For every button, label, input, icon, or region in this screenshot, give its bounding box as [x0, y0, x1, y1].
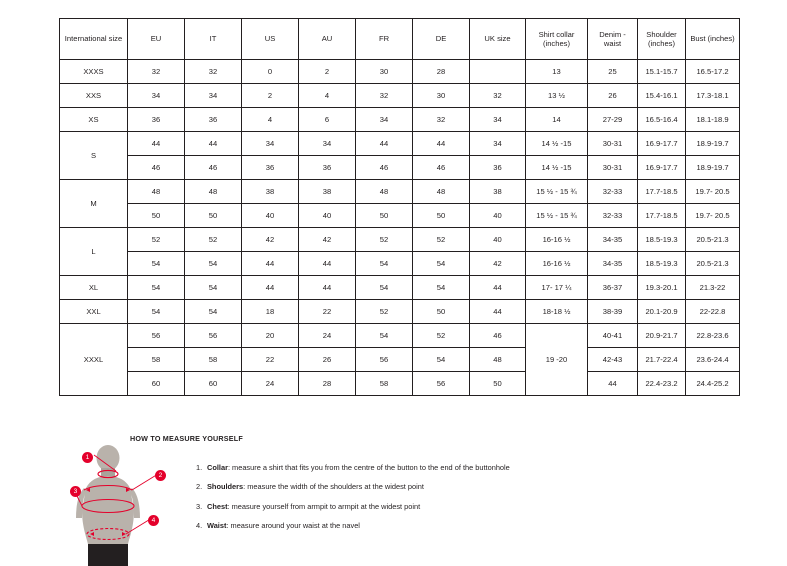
cell-de: 50: [413, 300, 470, 324]
list-item: [196, 482, 637, 492]
cell-shoulder: 21.7-22.4: [638, 348, 686, 372]
cell-us: 2: [242, 84, 299, 108]
cell-de: 52: [413, 324, 470, 348]
table-row: [60, 324, 740, 348]
cell-fr: 30: [356, 60, 413, 84]
cell-de: 54: [413, 348, 470, 372]
cell-bust: 24.4-25.2: [686, 372, 740, 396]
cell-shoulder: 18.5-19.3: [638, 228, 686, 252]
cell-us: 22: [242, 348, 299, 372]
list-item: [196, 501, 637, 512]
cell-denim: 26: [588, 84, 638, 108]
body-measurement-figure: [60, 444, 170, 566]
cell-us: 0: [242, 60, 299, 84]
cell-eu: 32: [128, 60, 185, 84]
cell-us: 44: [242, 252, 299, 276]
cell-us: 42: [242, 228, 299, 252]
cell-shoulder: 20.1-20.9: [638, 300, 686, 324]
cell-bust: 19.7- 20.5: [686, 204, 740, 228]
cell-us: 18: [242, 300, 299, 324]
cell-us: 44: [242, 276, 299, 300]
table-row: [60, 60, 740, 84]
cell-bust: 23.6-24.4: [686, 348, 740, 372]
cell-eu: 44: [128, 132, 185, 156]
cell-fr: 58: [356, 372, 413, 396]
cell-fr: 52: [356, 228, 413, 252]
cell-collar: 14: [526, 108, 588, 132]
column-header-eu: EU: [128, 19, 185, 60]
cell-us: 34: [242, 132, 299, 156]
cell-denim: 27-29: [588, 108, 638, 132]
table-row: [60, 204, 740, 228]
cell-it: 32: [185, 60, 242, 84]
cell-denim: 44: [588, 372, 638, 396]
cell-uk: 36: [470, 156, 526, 180]
cell-denim: 30-31: [588, 156, 638, 180]
cell-uk: 48: [470, 348, 526, 372]
column-header-fr: FR: [356, 19, 413, 60]
cell-collar: 15 ½ - 15 ¾: [526, 204, 588, 228]
cell-shoulder: 18.5-19.3: [638, 252, 686, 276]
cell-de: 46: [413, 156, 470, 180]
column-header-bust: Bust (inches): [686, 19, 740, 60]
cell-de: 28: [413, 60, 470, 84]
cell-au: 44: [299, 252, 356, 276]
cell-bust: 18.9-19.7: [686, 132, 740, 156]
column-header-de: DE: [413, 19, 470, 60]
cell-collar: 13 ½: [526, 84, 588, 108]
table-row: [60, 108, 740, 132]
cell-eu: 54: [128, 300, 185, 324]
cell-fr: 52: [356, 300, 413, 324]
cell-it: 56: [185, 324, 242, 348]
list-item: [196, 463, 637, 473]
cell-au: 2: [299, 60, 356, 84]
cell-shoulder: 16.5-16.4: [638, 108, 686, 132]
cell-bust: 20.5-21.3: [686, 252, 740, 276]
table-row: [60, 228, 740, 252]
cell-de: 50: [413, 204, 470, 228]
cell-shoulder: 16.9-17.7: [638, 132, 686, 156]
cell-collar: 18-18 ½: [526, 300, 588, 324]
cell-us: 4: [242, 108, 299, 132]
measure-instructions-list: [167, 463, 637, 541]
list-item-text: : measure a shirt that fits you from the centre of the button to the end of the buttonhole: [227, 463, 510, 472]
cell-au: 38: [299, 180, 356, 204]
cell-size: XXXL: [60, 324, 128, 396]
table-row: [60, 276, 740, 300]
table-row: [60, 348, 740, 372]
cell-bust: 18.9-19.7: [686, 156, 740, 180]
column-header-denim-waist: Denim - waist: [588, 19, 638, 60]
cell-eu: 56: [128, 324, 185, 348]
list-item-text: : measure yourself from armpit to armpit at the widest point: [227, 501, 421, 511]
cell-au: 26: [299, 348, 356, 372]
cell-fr: 54: [356, 252, 413, 276]
cell-us: 24: [242, 372, 299, 396]
cell-collar: 14 ½ -15: [526, 156, 588, 180]
list-item-label: Shoulders: [207, 482, 244, 492]
list-item-label: Chest: [207, 501, 228, 511]
cell-it: 60: [185, 372, 242, 396]
cell-it: 44: [185, 132, 242, 156]
cell-size: XL: [60, 276, 128, 300]
cell-us: 40: [242, 204, 299, 228]
cell-it: 52: [185, 228, 242, 252]
cell-collar: 19 -20: [526, 324, 588, 396]
table-row: [60, 156, 740, 180]
cell-shoulder: 15.4-16.1: [638, 84, 686, 108]
cell-fr: 54: [356, 324, 413, 348]
size-chart-table: [59, 18, 740, 396]
list-item-number: 4.: [196, 521, 203, 531]
callout-marker-3: 3: [70, 486, 81, 497]
cell-us: 38: [242, 180, 299, 204]
cell-it: 48: [185, 180, 242, 204]
cell-shoulder: 17.7-18.5: [638, 180, 686, 204]
cell-au: 34: [299, 132, 356, 156]
cell-de: 48: [413, 180, 470, 204]
cell-it: 36: [185, 108, 242, 132]
cell-size: M: [60, 180, 128, 228]
cell-fr: 56: [356, 348, 413, 372]
cell-collar: 15 ½ - 15 ¾: [526, 180, 588, 204]
cell-de: 32: [413, 108, 470, 132]
cell-au: 36: [299, 156, 356, 180]
cell-eu: 50: [128, 204, 185, 228]
column-header-au: AU: [299, 19, 356, 60]
cell-shoulder: 20.9-21.7: [638, 324, 686, 348]
callout-marker-2: 2: [155, 470, 166, 481]
cell-de: 44: [413, 132, 470, 156]
cell-uk: 40: [470, 228, 526, 252]
column-header-it: IT: [185, 19, 242, 60]
cell-fr: 46: [356, 156, 413, 180]
table-row: [60, 300, 740, 324]
cell-bust: 18.1-18.9: [686, 108, 740, 132]
cell-uk: 38: [470, 180, 526, 204]
callout-marker-4: 4: [148, 515, 159, 526]
cell-size: XXXS: [60, 60, 128, 84]
column-header-international-size: International size: [60, 19, 128, 60]
column-header-shoulder: Shoulder (inches): [638, 19, 686, 60]
cell-shoulder: 17.7-18.5: [638, 204, 686, 228]
cell-au: 44: [299, 276, 356, 300]
cell-eu: 54: [128, 252, 185, 276]
cell-collar: 16-16 ½: [526, 252, 588, 276]
cell-it: 46: [185, 156, 242, 180]
table-row: [60, 372, 740, 396]
column-header-uk-size: UK size: [470, 19, 526, 60]
cell-shoulder: 22.4-23.2: [638, 372, 686, 396]
cell-uk: 40: [470, 204, 526, 228]
cell-shoulder: 16.9-17.7: [638, 156, 686, 180]
cell-denim: 25: [588, 60, 638, 84]
cell-denim: 40-41: [588, 324, 638, 348]
cell-eu: 34: [128, 84, 185, 108]
cell-fr: 32: [356, 84, 413, 108]
column-header-us: US: [242, 19, 299, 60]
cell-bust: 22-22.8: [686, 300, 740, 324]
list-item-label: Waist: [207, 521, 227, 531]
cell-fr: 50: [356, 204, 413, 228]
table-row: [60, 84, 740, 108]
cell-eu: 60: [128, 372, 185, 396]
cell-denim: 38-39: [588, 300, 638, 324]
cell-shoulder: 19.3-20.1: [638, 276, 686, 300]
cell-uk: 42: [470, 252, 526, 276]
cell-de: 30: [413, 84, 470, 108]
cell-uk: 50: [470, 372, 526, 396]
cell-uk: 34: [470, 132, 526, 156]
cell-au: 22: [299, 300, 356, 324]
cell-de: 54: [413, 276, 470, 300]
table-row: [60, 180, 740, 204]
cell-collar: 13: [526, 60, 588, 84]
list-item-text: : measure the width of the shoulders at the widest point: [243, 482, 424, 492]
cell-shoulder: 15.1-15.7: [638, 60, 686, 84]
cell-denim: 34-35: [588, 228, 638, 252]
cell-collar: 16-16 ½: [526, 228, 588, 252]
cell-au: 28: [299, 372, 356, 396]
table-row: [60, 252, 740, 276]
list-item-number: 3.: [196, 501, 203, 511]
cell-fr: 54: [356, 276, 413, 300]
cell-it: 54: [185, 276, 242, 300]
cell-eu: 58: [128, 348, 185, 372]
list-item-number: 1.: [196, 463, 203, 472]
cell-eu: 36: [128, 108, 185, 132]
cell-it: 54: [185, 252, 242, 276]
cell-it: 58: [185, 348, 242, 372]
cell-collar: 17- 17 ¼: [526, 276, 588, 300]
cell-collar: 14 ½ -15: [526, 132, 588, 156]
cell-bust: 21.3-22: [686, 276, 740, 300]
list-item: [196, 521, 637, 531]
cell-size: XXL: [60, 300, 128, 324]
cell-denim: 30-31: [588, 132, 638, 156]
table-header-row: [60, 19, 740, 60]
cell-denim: 32-33: [588, 180, 638, 204]
cell-uk: [470, 60, 526, 84]
cell-fr: 34: [356, 108, 413, 132]
cell-it: 34: [185, 84, 242, 108]
cell-bust: 17.3-18.1: [686, 84, 740, 108]
cell-uk: 34: [470, 108, 526, 132]
cell-au: 4: [299, 84, 356, 108]
cell-fr: 44: [356, 132, 413, 156]
callout-marker-1: 1: [82, 452, 93, 463]
cell-us: 36: [242, 156, 299, 180]
cell-au: 40: [299, 204, 356, 228]
cell-de: 54: [413, 252, 470, 276]
cell-size: L: [60, 228, 128, 276]
list-item-text: : measure around your waist at the navel: [226, 521, 360, 531]
cell-eu: 54: [128, 276, 185, 300]
cell-bust: 16.5-17.2: [686, 60, 740, 84]
cell-denim: 34-35: [588, 252, 638, 276]
cell-fr: 48: [356, 180, 413, 204]
list-item-number: 2.: [196, 482, 203, 492]
column-header-shirt-collar: Shirt collar (inches): [526, 19, 588, 60]
cell-eu: 48: [128, 180, 185, 204]
cell-bust: 19.7- 20.5: [686, 180, 740, 204]
cell-denim: 42-43: [588, 348, 638, 372]
cell-size: XXS: [60, 84, 128, 108]
cell-bust: 20.5-21.3: [686, 228, 740, 252]
cell-size: XS: [60, 108, 128, 132]
cell-denim: 36-37: [588, 276, 638, 300]
how-to-measure-title: HOW TO MEASURE YOURSELF: [130, 434, 243, 443]
list-item-label: Collar: [207, 463, 228, 472]
cell-uk: 44: [470, 300, 526, 324]
cell-uk: 46: [470, 324, 526, 348]
cell-eu: 46: [128, 156, 185, 180]
cell-de: 56: [413, 372, 470, 396]
table-row: [60, 132, 740, 156]
cell-de: 52: [413, 228, 470, 252]
cell-it: 54: [185, 300, 242, 324]
cell-bust: 22.8-23.6: [686, 324, 740, 348]
cell-au: 24: [299, 324, 356, 348]
cell-denim: 32-33: [588, 204, 638, 228]
cell-eu: 52: [128, 228, 185, 252]
cell-au: 42: [299, 228, 356, 252]
cell-uk: 32: [470, 84, 526, 108]
cell-it: 50: [185, 204, 242, 228]
cell-uk: 44: [470, 276, 526, 300]
cell-us: 20: [242, 324, 299, 348]
cell-size: S: [60, 132, 128, 180]
cell-au: 6: [299, 108, 356, 132]
